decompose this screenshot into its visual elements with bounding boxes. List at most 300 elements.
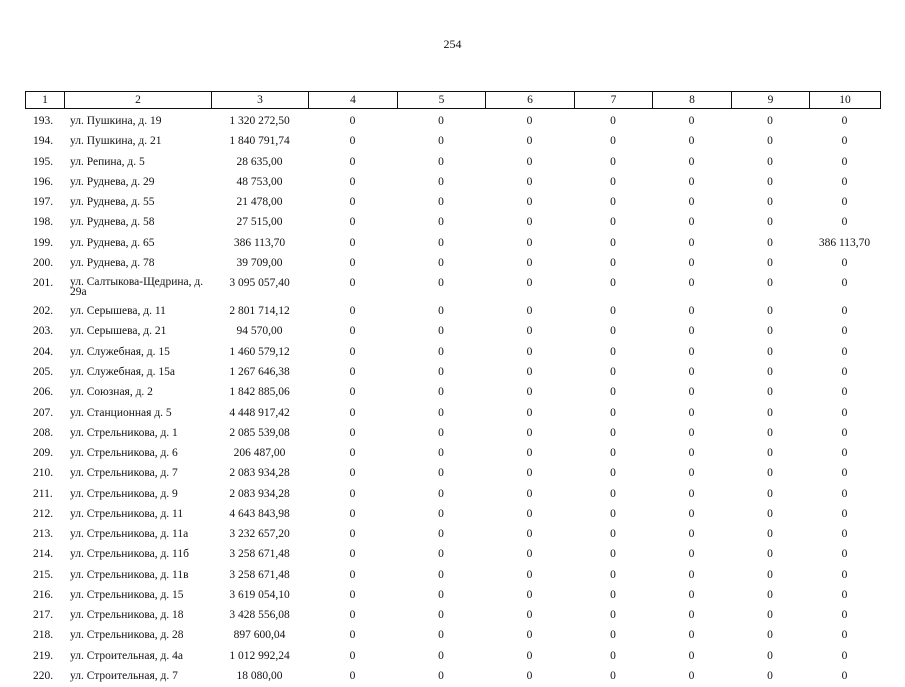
cell-name: ул. Стрельникова, д. 11в	[70, 568, 189, 581]
cell-c10: 0	[841, 467, 848, 480]
cell-c8: 0	[688, 649, 695, 662]
data-table	[25, 112, 880, 687]
cell-name: ул. Союзная, д. 2	[70, 386, 153, 399]
cell-num: 214.	[33, 548, 54, 561]
cell-c9: 0	[767, 386, 773, 399]
cell-c10: 0	[841, 629, 848, 642]
cell-c6: 0	[526, 467, 533, 480]
cell-total: 897 600,04	[233, 629, 286, 642]
cell-c6: 0	[526, 588, 533, 601]
cell-total: 3 258 671,48	[229, 548, 290, 561]
cell-c9: 0	[767, 588, 773, 601]
cell-num: 197.	[33, 196, 54, 209]
cell-c5: 0	[438, 216, 444, 229]
cell-num: 207.	[33, 406, 54, 419]
cell-c9: 0	[767, 135, 773, 148]
cell-name: ул. Руднева, д. 55	[70, 196, 155, 209]
cell-c8: 0	[688, 447, 695, 460]
cell-num: 203.	[33, 325, 54, 338]
cell-num: 195.	[33, 155, 54, 168]
cell-c5: 0	[438, 629, 444, 642]
cell-c8: 0	[688, 256, 695, 269]
table-row	[25, 545, 880, 565]
cell-c8: 0	[688, 386, 695, 399]
cell-c5: 0	[438, 115, 444, 127]
cell-num: 196.	[33, 175, 54, 188]
cell-total: 3 095 057,40	[229, 277, 290, 290]
cell-c10: 0	[841, 487, 848, 500]
cell-c5: 0	[438, 155, 444, 168]
cell-c7: 0	[610, 548, 616, 561]
cell-c6: 0	[526, 175, 533, 188]
cell-name: ул. Стрельникова, д. 1	[70, 426, 178, 439]
cell-c10: 0	[841, 548, 848, 561]
cell-c5: 0	[438, 609, 444, 622]
cell-num: 213.	[33, 528, 54, 541]
cell-c10: 0	[841, 447, 848, 460]
cell-total: 27 515,00	[236, 216, 283, 229]
cell-c5: 0	[438, 236, 444, 249]
cell-c4: 0	[349, 467, 356, 480]
cell-c8: 0	[688, 609, 695, 622]
cell-c6: 0	[526, 256, 533, 269]
cell-c4: 0	[349, 175, 356, 188]
cell-c6: 0	[526, 487, 533, 500]
cell-c10: 0	[841, 609, 848, 622]
cell-c6: 0	[526, 548, 533, 561]
cell-c5: 0	[438, 447, 444, 460]
cell-c7: 0	[610, 568, 616, 581]
cell-c6: 0	[526, 609, 533, 622]
cell-num: 201.	[33, 277, 54, 290]
cell-c8: 0	[688, 507, 695, 520]
cell-c9: 0	[767, 175, 773, 188]
table-row	[25, 667, 880, 687]
cell-c5: 0	[438, 325, 444, 338]
cell-c4: 0	[349, 507, 356, 520]
cell-c5: 0	[438, 135, 444, 148]
table-row	[25, 302, 880, 322]
cell-c6: 0	[526, 528, 533, 541]
cell-c10: 0	[841, 345, 848, 358]
cell-c6: 0	[526, 447, 533, 460]
cell-c10: 0	[841, 386, 848, 399]
cell-c8: 0	[688, 216, 695, 229]
cell-c4: 0	[349, 277, 356, 290]
cell-c7: 0	[610, 305, 616, 318]
cell-name: ул. Стрельникова, д. 15	[70, 588, 184, 601]
cell-total: 2 083 934,28	[229, 467, 290, 480]
cell-c7: 0	[610, 236, 616, 249]
cell-c7: 0	[610, 386, 616, 399]
cell-c9: 0	[767, 366, 773, 379]
cell-c4: 0	[349, 305, 356, 318]
cell-name: ул. Стрельникова, д. 9	[70, 487, 178, 500]
cell-c6: 0	[526, 216, 533, 229]
page-number: 254	[443, 37, 462, 51]
cell-c5: 0	[438, 670, 444, 682]
cell-c10: 0	[841, 325, 848, 338]
cell-c10: 0	[841, 507, 848, 520]
cell-num: 206.	[33, 386, 54, 399]
cell-c4: 0	[349, 386, 356, 399]
cell-c9: 0	[767, 568, 773, 581]
cell-c4: 0	[349, 325, 356, 338]
cell-c6: 0	[526, 670, 533, 682]
table-row	[25, 112, 880, 132]
cell-c9: 0	[767, 256, 773, 269]
header-cell-8: 8	[653, 92, 732, 109]
cell-c7: 0	[610, 447, 616, 460]
cell-c4: 0	[349, 588, 356, 601]
cell-name: ул. Служебная, д. 15	[70, 345, 170, 358]
cell-c6: 0	[526, 568, 533, 581]
cell-c10: 0	[841, 568, 848, 581]
table-row	[25, 525, 880, 545]
cell-total: 1 460 579,12	[229, 345, 290, 358]
cell-c10: 0	[841, 426, 848, 439]
cell-c7: 0	[610, 175, 616, 188]
cell-c7: 0	[610, 325, 616, 338]
cell-total: 4 448 917,42	[229, 406, 290, 419]
cell-c10: 0	[841, 277, 848, 290]
table-row	[25, 363, 880, 383]
cell-c10: 0	[841, 588, 848, 601]
cell-total: 3 619 054,10	[229, 588, 290, 601]
cell-num: 218.	[33, 629, 54, 642]
table-row	[25, 586, 880, 606]
cell-total: 1 840 791,74	[229, 135, 290, 148]
cell-c10: 0	[841, 528, 848, 541]
cell-num: 205.	[33, 366, 54, 379]
table-row	[25, 193, 880, 213]
cell-c5: 0	[438, 487, 444, 500]
cell-c6: 0	[526, 386, 533, 399]
cell-c5: 0	[438, 528, 444, 541]
table-row	[25, 322, 880, 342]
cell-c5: 0	[438, 386, 444, 399]
cell-c8: 0	[688, 548, 695, 561]
cell-c6: 0	[526, 277, 533, 290]
cell-c6: 0	[526, 649, 533, 662]
cell-c8: 0	[688, 629, 695, 642]
cell-c7: 0	[610, 609, 616, 622]
table-row	[25, 254, 880, 274]
header-cell-5: 5	[398, 92, 486, 109]
cell-c10: 0	[841, 406, 848, 419]
cell-total: 2 801 714,12	[229, 305, 290, 318]
cell-c8: 0	[688, 135, 695, 148]
cell-c5: 0	[438, 305, 444, 318]
cell-c5: 0	[438, 256, 444, 269]
cell-c9: 0	[767, 305, 773, 318]
table-header	[25, 91, 881, 109]
table-row	[25, 464, 880, 484]
cell-name: ул. Стрельникова, д. 6	[70, 447, 178, 460]
cell-c10: 0	[841, 216, 848, 229]
cell-num: 193.	[33, 115, 54, 127]
cell-c4: 0	[349, 447, 356, 460]
cell-c4: 0	[349, 345, 356, 358]
cell-name: ул. Пушкина, д. 19	[70, 115, 162, 127]
cell-c4: 0	[349, 366, 356, 379]
cell-c5: 0	[438, 366, 444, 379]
cell-c7: 0	[610, 135, 616, 148]
cell-c8: 0	[688, 155, 695, 168]
cell-c4: 0	[349, 406, 356, 419]
cell-total: 1 842 885,06	[229, 386, 290, 399]
table-row	[25, 626, 880, 646]
cell-c6: 0	[526, 236, 533, 249]
cell-name: ул. Стрельникова, д. 11б	[70, 548, 189, 561]
cell-num: 216.	[33, 588, 54, 601]
cell-c5: 0	[438, 426, 444, 439]
cell-c9: 0	[767, 629, 773, 642]
cell-c7: 0	[610, 507, 616, 520]
cell-c9: 0	[767, 528, 773, 541]
cell-c10: 0	[841, 175, 848, 188]
cell-c6: 0	[526, 406, 533, 419]
cell-c4: 0	[349, 568, 356, 581]
cell-c5: 0	[438, 175, 444, 188]
cell-c9: 0	[767, 196, 773, 209]
cell-c10: 0	[841, 670, 848, 682]
cell-c9: 0	[767, 236, 773, 249]
table-row	[25, 566, 880, 586]
cell-c6: 0	[526, 345, 533, 358]
cell-c7: 0	[610, 196, 616, 209]
cell-c4: 0	[349, 670, 356, 682]
cell-total: 39 709,00	[236, 256, 283, 269]
cell-c4: 0	[349, 629, 356, 642]
cell-total: 4 643 843,98	[229, 507, 290, 520]
cell-c7: 0	[610, 277, 616, 290]
cell-num: 210.	[33, 467, 54, 480]
table-row	[25, 234, 880, 254]
cell-total: 3 428 556,08	[229, 609, 290, 622]
cell-num: 215.	[33, 568, 54, 581]
header-cell-10: 10	[810, 92, 881, 109]
cell-c4: 0	[349, 216, 356, 229]
cell-c9: 0	[767, 216, 773, 229]
cell-c5: 0	[438, 467, 444, 480]
cell-c5: 0	[438, 588, 444, 601]
cell-c7: 0	[610, 366, 616, 379]
cell-num: 212.	[33, 507, 54, 520]
header-row	[26, 92, 881, 109]
cell-name: ул. Стрельникова, д. 11	[70, 507, 184, 520]
header-cell-6: 6	[486, 92, 575, 109]
table-row	[25, 132, 880, 152]
cell-name: ул. Служебная, д. 15а	[70, 366, 175, 379]
cell-c4: 0	[349, 256, 356, 269]
cell-c9: 0	[767, 467, 773, 480]
cell-name: ул. Стрельникова, д. 28	[70, 629, 184, 642]
cell-num: 198.	[33, 216, 54, 229]
cell-c4: 0	[349, 426, 356, 439]
cell-c8: 0	[688, 345, 695, 358]
cell-c4: 0	[349, 236, 356, 249]
cell-c9: 0	[767, 406, 773, 419]
cell-num: 211.	[33, 487, 53, 500]
cell-total: 94 570,00	[236, 325, 283, 338]
cell-c6: 0	[526, 507, 533, 520]
cell-c9: 0	[767, 670, 773, 682]
cell-c10: 0	[841, 196, 848, 209]
cell-c8: 0	[688, 670, 695, 682]
cell-c8: 0	[688, 175, 695, 188]
cell-c5: 0	[438, 649, 444, 662]
cell-c8: 0	[688, 568, 695, 581]
cell-total: 386 113,70	[233, 236, 286, 249]
table-row	[25, 485, 880, 505]
cell-total: 18 080,00	[236, 670, 283, 682]
cell-c9: 0	[767, 548, 773, 561]
cell-total: 21 478,00	[236, 196, 283, 209]
table-row	[25, 213, 880, 233]
cell-c4: 0	[349, 196, 356, 209]
cell-c7: 0	[610, 467, 616, 480]
cell-c10: 0	[841, 155, 848, 168]
cell-c6: 0	[526, 115, 533, 127]
cell-c9: 0	[767, 115, 773, 127]
cell-c7: 0	[610, 426, 616, 439]
table-row	[25, 404, 880, 424]
cell-name: ул. Руднева, д. 78	[70, 256, 155, 269]
cell-c9: 0	[767, 325, 773, 338]
cell-c4: 0	[349, 609, 356, 622]
cell-name: ул. Руднева, д. 58	[70, 216, 155, 229]
cell-c7: 0	[610, 588, 616, 601]
cell-c6: 0	[526, 135, 533, 148]
cell-num: 217.	[33, 609, 54, 622]
cell-c9: 0	[767, 345, 773, 358]
cell-c6: 0	[526, 426, 533, 439]
cell-num: 208.	[33, 426, 54, 439]
cell-c6: 0	[526, 196, 533, 209]
cell-name: ул. Строительная, д. 7	[70, 670, 178, 682]
cell-num: 219.	[33, 649, 54, 662]
cell-num: 194.	[33, 135, 54, 148]
cell-c10: 0	[841, 366, 848, 379]
cell-c4: 0	[349, 487, 356, 500]
cell-c5: 0	[438, 196, 444, 209]
cell-c5: 0	[438, 345, 444, 358]
cell-total: 2 083 934,28	[229, 487, 290, 500]
cell-name: ул. Репина, д. 5	[70, 155, 145, 168]
table-row	[25, 505, 880, 525]
header-cell-3: 3	[212, 92, 309, 109]
table-row	[25, 173, 880, 193]
cell-c9: 0	[767, 609, 773, 622]
cell-c7: 0	[610, 487, 616, 500]
cell-c8: 0	[688, 325, 695, 338]
cell-name: ул. Руднева, д. 65	[70, 236, 155, 249]
cell-c8: 0	[688, 115, 695, 127]
cell-c10: 0	[841, 115, 848, 127]
cell-c5: 0	[438, 507, 444, 520]
cell-c8: 0	[688, 305, 695, 318]
cell-c5: 0	[438, 406, 444, 419]
cell-name: ул. Салтыкова-Щедрина, д. 29а	[70, 276, 204, 299]
header-cell-1: 1	[26, 92, 65, 109]
cell-c9: 0	[767, 447, 773, 460]
cell-c8: 0	[688, 528, 695, 541]
cell-c6: 0	[526, 325, 533, 338]
header-cell-9: 9	[732, 92, 810, 109]
cell-c7: 0	[610, 629, 616, 642]
table-row	[25, 444, 880, 464]
cell-c9: 0	[767, 426, 773, 439]
cell-name: ул. Стрельникова, д. 18	[70, 609, 184, 622]
cell-c7: 0	[610, 155, 616, 168]
cell-name: ул. Руднева, д. 29	[70, 175, 155, 188]
cell-num: 209.	[33, 447, 54, 460]
cell-c7: 0	[610, 115, 616, 127]
header-cell-4: 4	[309, 92, 398, 109]
cell-c6: 0	[526, 305, 533, 318]
cell-total: 1 267 646,38	[229, 366, 290, 379]
cell-c7: 0	[610, 345, 616, 358]
cell-c8: 0	[688, 406, 695, 419]
cell-num: 200.	[33, 256, 54, 269]
cell-c7: 0	[610, 256, 616, 269]
cell-num: 199.	[33, 236, 54, 249]
cell-c7: 0	[610, 649, 616, 662]
table-row	[25, 153, 880, 173]
cell-c8: 0	[688, 277, 695, 290]
cell-c8: 0	[688, 588, 695, 601]
cell-total: 2 085 539,08	[229, 426, 290, 439]
cell-total: 28 635,00	[236, 155, 283, 168]
cell-c9: 0	[767, 487, 773, 500]
table-row	[25, 606, 880, 626]
cell-c8: 0	[688, 236, 695, 249]
cell-c7: 0	[610, 670, 616, 682]
cell-num: 204.	[33, 345, 54, 358]
cell-c7: 0	[610, 216, 616, 229]
cell-c8: 0	[688, 487, 695, 500]
cell-c7: 0	[610, 406, 616, 419]
cell-c6: 0	[526, 366, 533, 379]
cell-c8: 0	[688, 426, 695, 439]
cell-total: 1 320 272,50	[229, 115, 290, 127]
cell-name: ул. Стрельникова, д. 7	[70, 467, 178, 480]
cell-num: 202.	[33, 305, 54, 318]
cell-name: ул. Станционная д. 5	[70, 406, 172, 419]
cell-c5: 0	[438, 568, 444, 581]
table-row	[25, 424, 880, 444]
cell-c4: 0	[349, 649, 356, 662]
cell-c9: 0	[767, 649, 773, 662]
cell-total: 1 012 992,24	[229, 649, 290, 662]
table-row	[25, 343, 880, 363]
cell-c10: 386 113,70	[818, 236, 871, 249]
cell-num: 220.	[33, 670, 54, 682]
cell-name: ул. Пушкина, д. 21	[70, 135, 162, 148]
cell-c8: 0	[688, 467, 695, 480]
cell-c10: 0	[841, 256, 848, 269]
cell-c10: 0	[841, 305, 848, 318]
table-row	[25, 647, 880, 667]
cell-c4: 0	[349, 548, 356, 561]
header-cell-2: 2	[65, 92, 212, 109]
cell-c4: 0	[349, 135, 356, 148]
cell-name: ул. Строительная, д. 4а	[70, 649, 183, 662]
cell-total: 3 258 671,48	[229, 568, 290, 581]
cell-total: 206 487,00	[233, 447, 286, 460]
cell-c9: 0	[767, 507, 773, 520]
